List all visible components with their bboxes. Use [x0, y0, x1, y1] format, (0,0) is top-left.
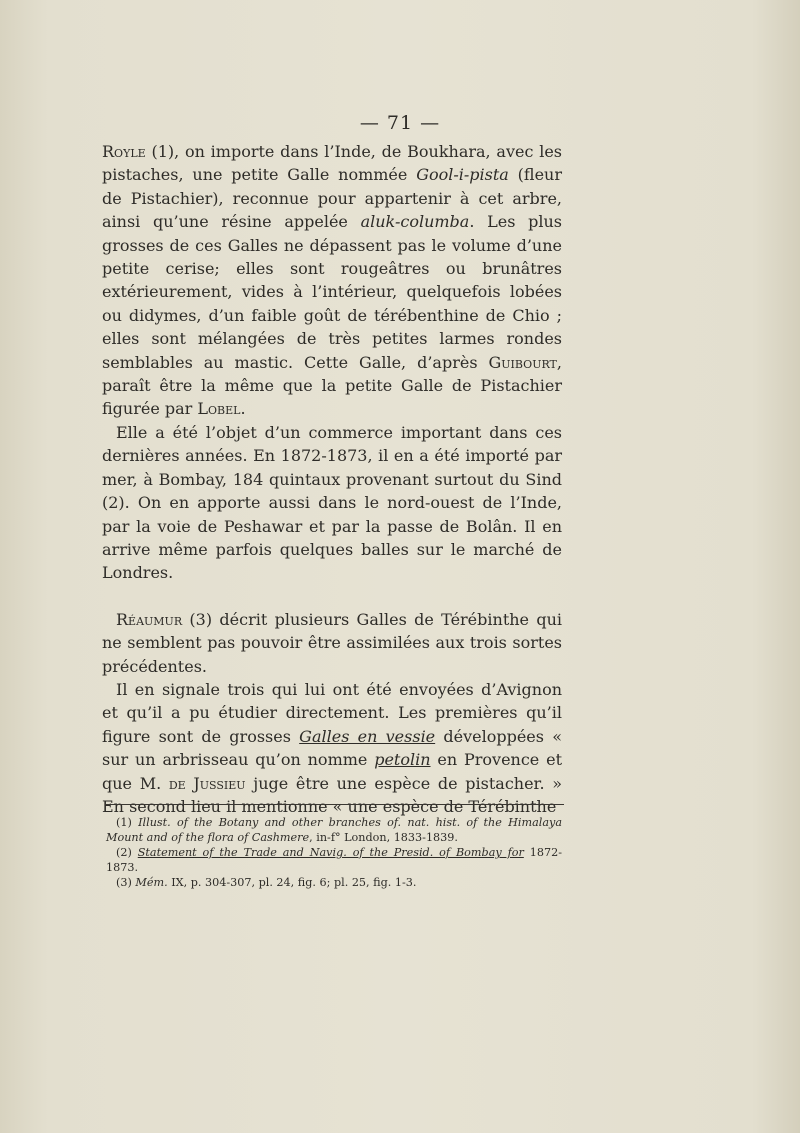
text-run: (3) décrit plusieurs Galles de Térébinthe qui ne semblent pas pouvoir être assimilées aux trois sortes précédentes. [102, 609, 562, 676]
author-name: Lobel [197, 399, 241, 419]
text-run: (1) [116, 816, 139, 829]
author-name: de Jussieu [168, 773, 246, 793]
text-run: juge être une espèce de pistacher. » En second lieu il mentionne « une espèce de Térébinthe [102, 773, 562, 816]
text-run: , in-f° London, 1833-1839. [309, 831, 458, 844]
author-name: Réaumur [116, 609, 183, 629]
italic-term: Illust. of the Botany and other branches of. nat. hist. of the Himalaya Mount and of the flora of Cashmere [106, 816, 563, 844]
author-name: Guibourt [488, 352, 557, 372]
italic-term: aluk-columba [360, 212, 470, 232]
text-run: Il en signale trois qui lui ont été envoyées d’Avignon et qu’il a pu étudier directement. Les premières qu’il figure sont de grosses [102, 679, 562, 746]
footnote [106, 815, 562, 845]
text-run: (3) [116, 876, 136, 889]
text-run: (1), on importe dans l’Inde, de Boukhara, avec les pistaches, une petite Galle nommée [102, 142, 562, 185]
text-run: 1872-1873. [106, 846, 562, 874]
italic-term: Gool-i-pista [416, 165, 509, 185]
paragraph [102, 140, 562, 421]
paragraph [102, 608, 562, 678]
page-number: — 71 — [359, 112, 441, 134]
underlined-term: Galles en vessie [299, 726, 436, 746]
author-name: Royle [102, 142, 146, 161]
text-run: . Les plus grosses de ces Galles ne dépassent pas le volume d’une petite cerise; elles sont rougeâtres ou brunâtres extérieurement, vides à l’intérieur, quelquefois lobées ou didymes, d’un faible goût de térébenthine de Chio ; elles sont mélangées de très petites larmes rondes semblables au mastic. Cette Galle, d’après [102, 212, 562, 372]
text-run: (fleur de Pistachier), reconnue pour appartenir à cet arbre, ainsi qu’une résine appelée [102, 165, 562, 232]
text-run: . [240, 399, 246, 419]
text-run: Elle a été l’objet d’un commerce important dans ces dernières années. En 1872-1873, il en a été importé par mer, à Bombay, 184 quintaux provenant surtout du Sind (2). On en apporte aussi dans le nord-ouest de l’Inde, par la voie de Peshawar et par la passe de Bolân. Il en arrive même parfois quelques balles sur le marché de Londres. [102, 422, 562, 583]
footnotes [106, 815, 562, 890]
underlined-term: petolin [374, 750, 431, 770]
footnote [106, 875, 562, 890]
italic-term: Mém. [135, 876, 168, 889]
footnote [106, 845, 562, 875]
text-run: développées « sur un arbrisseau qu’on nomme [102, 726, 563, 770]
underlined-term: Statement of the Trade and Navig. of the Presid. of Bombay for [137, 846, 524, 859]
paragraph [102, 678, 562, 818]
text-run: (2) [116, 846, 138, 859]
paragraph-gap [102, 585, 562, 608]
paragraph [102, 421, 562, 585]
text-run: , paraît être la même que la petite Galle de Pistachier figurée par [102, 352, 562, 419]
text-run: en Provence et que M. [102, 750, 563, 793]
text-run: IX, p. 304-307, pl. 24, fig. 6; pl. 25, fig. 1-3. [167, 876, 417, 889]
footnote-rule [106, 804, 564, 805]
body-text [102, 140, 562, 818]
